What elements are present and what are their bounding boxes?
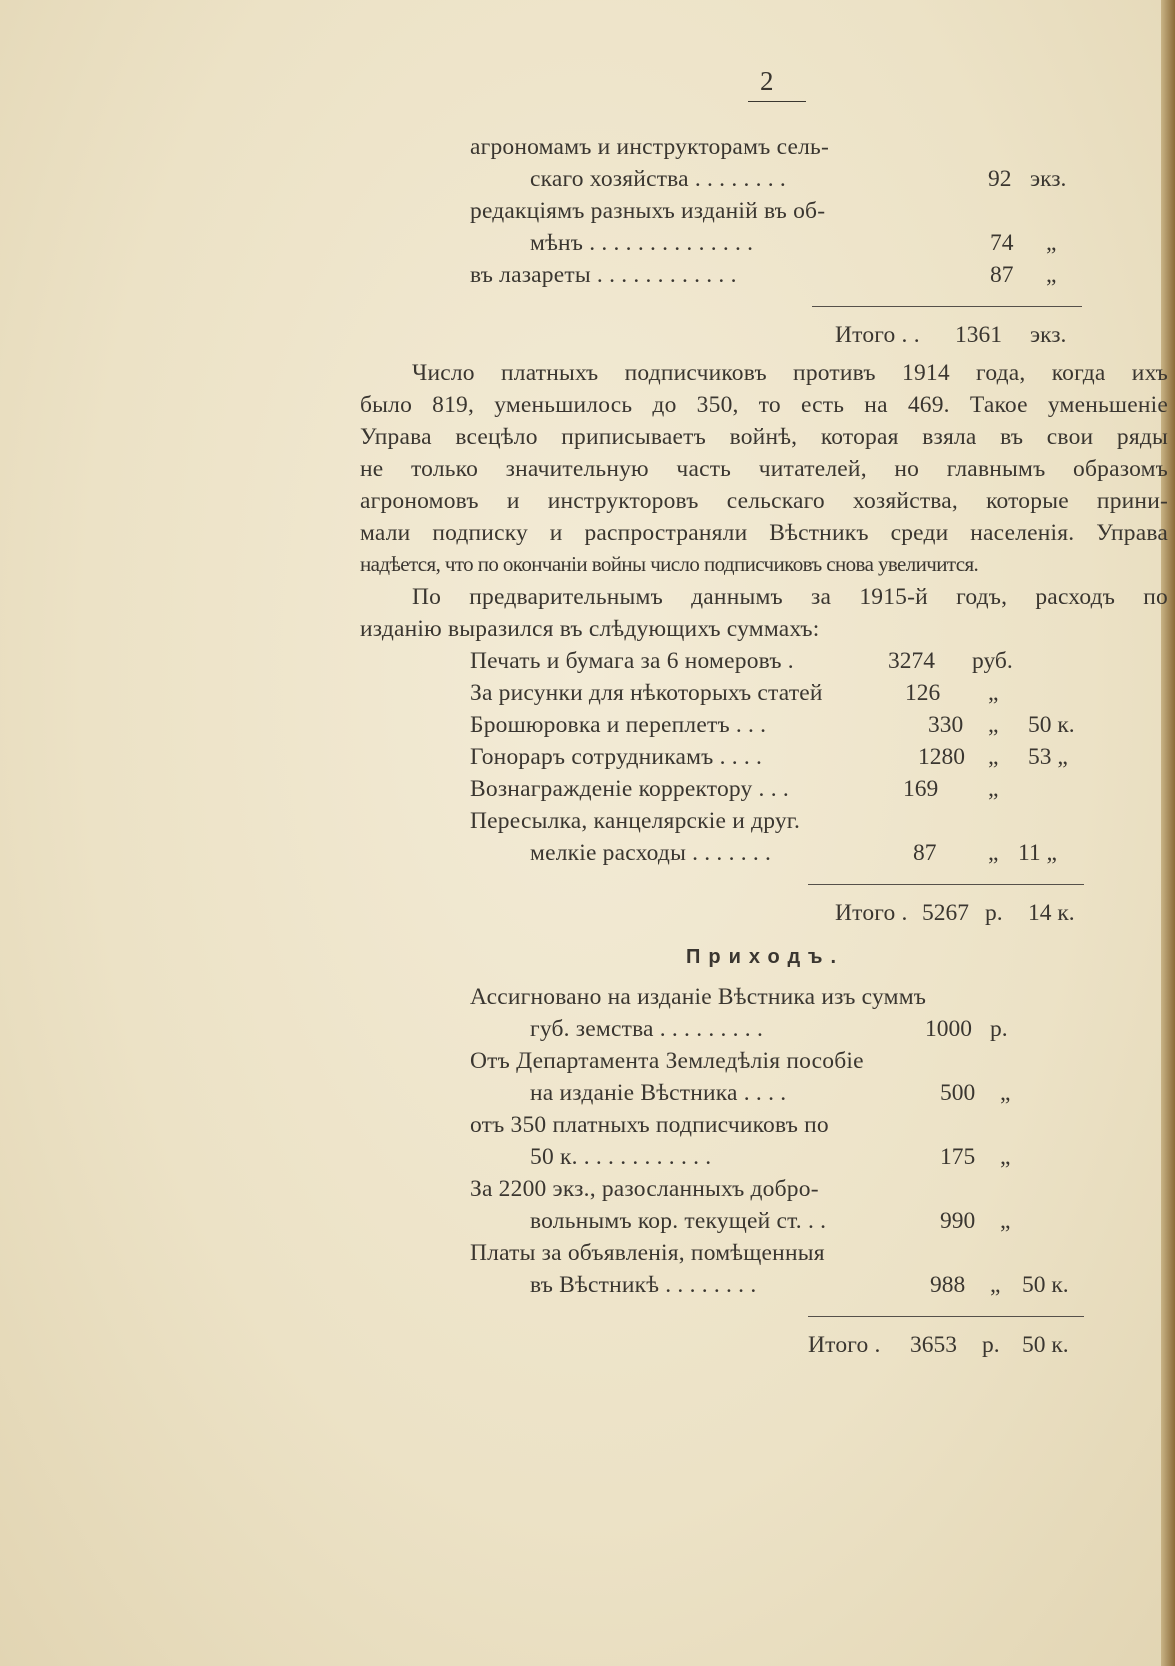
income-line: въ Вѣстникѣ . . . . . . . . — [530, 1272, 757, 1298]
dist-amount: 87 — [990, 262, 1014, 288]
total-rule — [808, 1316, 1084, 1317]
expense-amount: 330 — [928, 712, 964, 738]
dist-total-label: Итого . . — [835, 322, 920, 348]
expense-label: Пересылка, канцелярскіе и друг. — [470, 808, 801, 834]
expense-amount: 126 — [905, 680, 941, 706]
dist-line: скаго хозяйства . . . . . . . . — [530, 166, 786, 192]
dist-line: редакціямъ разныхъ изданій въ об- — [470, 198, 826, 224]
income-line: 50 к. . . . . . . . . . . . — [530, 1144, 712, 1170]
income-kop: 50 к. — [1022, 1272, 1069, 1298]
page-number-rule — [748, 101, 806, 102]
income-line: вольнымъ кор. текущей ст. . . — [530, 1208, 827, 1234]
paragraph-line: агрономовъ и инструкторовъ сельскаго хозяйства, которые прини- — [360, 488, 1168, 514]
dist-amount: 92 — [988, 166, 1012, 192]
expense-label: Печать и бумага за 6 номеровъ . — [470, 648, 794, 674]
expense-label: За рисунки для нѣкоторыхъ статей — [470, 680, 823, 706]
page-edge — [1161, 0, 1175, 1666]
expense-unit: „ — [988, 776, 999, 802]
expense-label: Вознагражденіе корректору . . . — [470, 776, 789, 802]
dist-unit: экз. — [1030, 166, 1067, 192]
expense-unit: „ — [988, 680, 999, 706]
expense-amount: 87 — [913, 840, 937, 866]
dist-amount: 74 — [990, 230, 1014, 256]
income-line: За 2200 экз., разосланныхъ добро- — [470, 1176, 819, 1202]
dist-unit: „ — [1046, 262, 1057, 288]
income-line: отъ 350 платныхъ подписчиковъ по — [470, 1112, 829, 1138]
income-total-amount: 3653 — [910, 1332, 957, 1358]
page-number: 2 — [760, 66, 774, 96]
income-line: губ. земства . . . . . . . . . — [530, 1016, 764, 1042]
income-unit: „ — [990, 1272, 1001, 1298]
expense-kop: 11 „ — [1018, 840, 1057, 866]
dist-line: агрономамъ и инструкторамъ сель- — [470, 134, 829, 160]
income-unit: „ — [1000, 1208, 1011, 1234]
paragraph-line: не только значительную часть читателей, но главнымъ образомъ — [360, 456, 1168, 482]
paragraph-line: мали подписку и распространяли Вѣстникъ среди населенія. Управа — [360, 520, 1168, 546]
expense-amount: 169 — [903, 776, 939, 802]
dist-unit: „ — [1046, 230, 1057, 256]
total-rule — [812, 306, 1082, 307]
expense-label: Гонораръ сотрудникамъ . . . . — [470, 744, 763, 770]
income-unit: „ — [1000, 1080, 1011, 1106]
income-total-label: Итого . — [808, 1332, 881, 1358]
income-amount: 1000 — [925, 1016, 972, 1042]
expenses-total-amount: 5267 — [922, 900, 969, 926]
income-amount: 988 — [930, 1272, 966, 1298]
income-total-kop: 50 к. — [1022, 1332, 1069, 1358]
expense-label: Брошюровка и переплетъ . . . — [470, 712, 767, 738]
expenses-total-kop: 14 к. — [1028, 900, 1075, 926]
income-unit: „ — [1000, 1144, 1011, 1170]
dist-total-amount: 1361 — [955, 322, 1002, 348]
income-line: на изданіе Вѣстника . . . . — [530, 1080, 787, 1106]
paragraph-line: изданію выразился въ слѣдующихъ суммахъ: — [360, 616, 820, 642]
paragraph-line: Число платныхъ подписчиковъ противъ 1914 года, когда ихъ — [412, 360, 1168, 386]
expense-kop: 53 „ — [1028, 744, 1068, 770]
expenses-total-unit: р. — [985, 900, 1003, 926]
income-line: Ассигновано на изданіе Вѣстника изъ суммъ — [470, 984, 927, 1010]
expense-amount: 3274 — [888, 648, 935, 674]
total-rule — [808, 884, 1084, 885]
dist-line: мѣнъ . . . . . . . . . . . . . . — [530, 230, 754, 256]
income-line: Отъ Департамента Земледѣлія пособіе — [470, 1048, 864, 1074]
expense-amount: 1280 — [918, 744, 965, 770]
paragraph-line: было 819, уменьшилось до 350, то есть на 469. Такое уменьшеніе — [360, 392, 1168, 418]
expense-unit: „ — [988, 712, 999, 738]
expense-kop: 50 к. — [1028, 712, 1075, 738]
income-amount: 990 — [940, 1208, 976, 1234]
paragraph-line: надѣется, что по окончаніи войны число подписчиковъ снова увеличится. — [360, 552, 979, 576]
dist-line: въ лазареты . . . . . . . . . . . . — [470, 262, 737, 288]
paragraph-line: Управа всецѣло приписываетъ войнѣ, которая взяла въ свои ряды — [360, 424, 1168, 450]
income-heading: Приходъ. — [686, 946, 845, 968]
income-amount: 500 — [940, 1080, 976, 1106]
expense-unit: „ — [988, 840, 999, 866]
income-total-unit: р. — [982, 1332, 1000, 1358]
dist-total-unit: экз. — [1030, 322, 1067, 348]
income-unit: р. — [990, 1016, 1008, 1042]
expense-label: мелкіе расходы . . . . . . . — [530, 840, 772, 866]
paragraph-line: По предварительнымъ даннымъ за 1915-й годъ, расходъ по — [412, 584, 1168, 610]
income-amount: 175 — [940, 1144, 976, 1170]
expense-unit: руб. — [972, 648, 1013, 674]
expenses-total-label: Итого . — [835, 900, 908, 926]
expense-unit: „ — [988, 744, 999, 770]
income-line: Платы за объявленія, помѣщенныя — [470, 1240, 825, 1266]
